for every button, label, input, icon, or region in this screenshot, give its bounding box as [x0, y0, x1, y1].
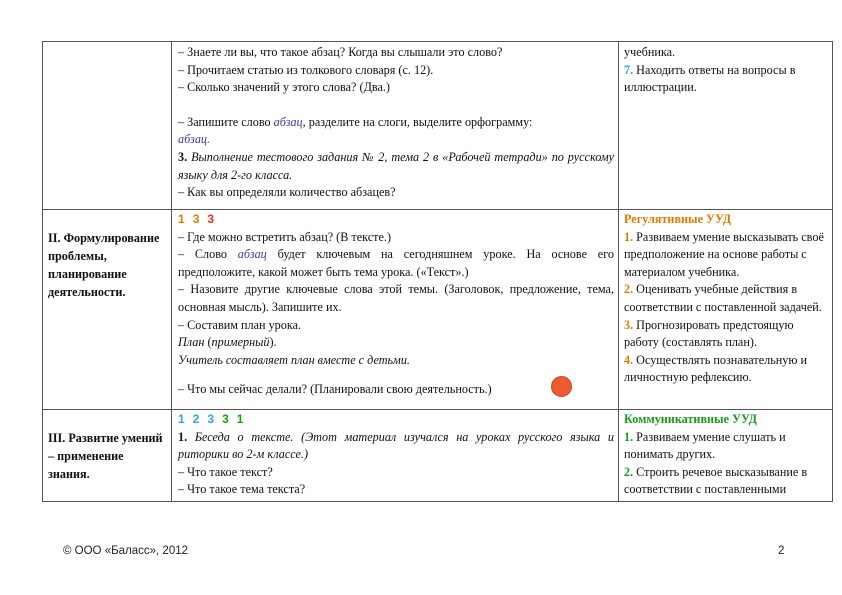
stage-title: III. Развитие умений – применение знания. — [48, 431, 163, 481]
uud-cell — [619, 42, 832, 209]
lesson-table — [42, 41, 833, 502]
stage-title: II. Формулирование проблемы, планирование деятельности. — [48, 231, 160, 299]
activity-cell — [172, 209, 619, 409]
uud-item: 1. Развиваем умение слушать и понимать других. — [624, 429, 786, 462]
uud-heading: Регулятивные УУД — [624, 212, 732, 226]
text-line: – Сколько значений у этого слова? (Два.) — [178, 80, 390, 95]
keyword: абзац — [237, 247, 267, 262]
activity-cell — [172, 409, 619, 501]
uud-item: 2. Оценивать учебные действия в соответствии с поставленной задачей. — [624, 282, 822, 314]
task-line: 3. Выполнение тестового задания № 2, тема 2 в «Рабочей тетради» по русскому языку для 2-го класса. — [178, 149, 615, 182]
text-line: План (примерный). — [178, 335, 277, 350]
uud-cell — [619, 209, 832, 409]
text-line: – Слово абзац будет ключевым на сегодняшнем уроке. На основе его предположите, какой может быть тема урока. («Текст».) — [178, 247, 614, 279]
text-line: – Составим план урока. — [178, 317, 302, 332]
text-line: – Что мы сейчас делали? (Планировали свою деятельность.) — [178, 382, 492, 397]
copyright: © ООО «Баласс», 2012 — [63, 545, 189, 557]
text-line: – Как вы определяли количество абзацев? — [178, 185, 396, 200]
uud-item: 3. Прогнозировать предстоящую работу (составлять план). — [624, 317, 794, 350]
text-line: – Что такое текст? — [178, 464, 273, 479]
text-line: Учитель составляет план вместе с детьми. — [178, 352, 410, 367]
stage-cell — [43, 209, 172, 409]
uud-heading: Коммуникативные УУД — [624, 412, 758, 426]
text-line: – Прочитаем статью из толкового словаря (с. 12). — [178, 62, 434, 77]
table-row — [43, 409, 832, 501]
keyword: абзац — [273, 114, 303, 129]
keyword: абзац. — [178, 132, 211, 147]
uud-item: 7. Находить ответы на вопросы в иллюстрации. — [624, 62, 796, 95]
marks: 1 2 3 3 1 — [178, 412, 244, 426]
text-line: – Что такое тема текста? — [178, 482, 306, 497]
text-line: – Знаете ли вы, что такое абзац? Когда вы слышали это слово? — [178, 45, 503, 59]
uud-item: 2. Строить речевое высказывание в соответствии с поставленными — [624, 464, 808, 497]
text-line: – Где можно встретить абзац? (В тексте.) — [178, 229, 392, 244]
marks: 1 3 3 — [178, 212, 215, 226]
page-number: 2 — [778, 545, 785, 557]
stage-cell — [43, 42, 172, 209]
uud-item: 4. Осуществлять познавательную и личностную рефлексию. — [624, 352, 808, 385]
uud-item: 1. Развиваем умение высказывать своё предположение на основе работы с материалом учебника. — [624, 229, 824, 279]
text-line: – Назовите другие ключевые слова этой темы. (Заголовок, предложение, тема, основная мысль). Запишите их. — [178, 282, 614, 314]
table-row — [43, 42, 832, 210]
task-line: 1. Беседа о тексте. (Этот материал изучался на уроках русского языка и риторики во 2-м классе.) — [178, 429, 615, 462]
record-dot-icon — [551, 376, 572, 397]
text-line: учебника. — [624, 45, 676, 59]
text-line: – Запишите слово абзац, разделите на слоги, выделите орфограмму: — [178, 114, 533, 129]
stage-cell — [43, 409, 172, 501]
activity-cell — [172, 42, 619, 209]
table-row — [43, 209, 832, 410]
uud-cell — [619, 409, 832, 501]
